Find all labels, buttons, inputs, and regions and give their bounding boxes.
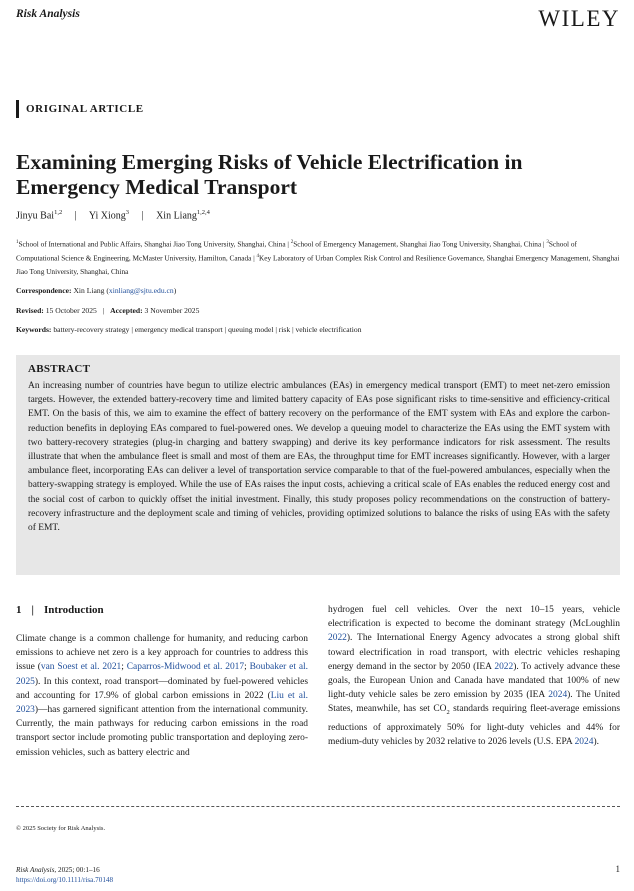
- article-title: Examining Emerging Risks of Vehicle Electrification in Emergency Medical Transport: [16, 150, 523, 199]
- citation-link[interactable]: Liu et al. 2023: [16, 690, 308, 716]
- keyword: vehicle electrification: [295, 325, 362, 334]
- abstract-text: An increasing number of countries have begun to utilize electric ambulances (EAs) in emergency medical transport (EMT) to meet net-zero emission targets. However, the extended battery-recovery time and limited battery capacity of EAs pose significant risks to time-sensitive and efficiency-critical EMT. On the basis of this, we aim to examine the effect of battery recovery on the performance of the EMT system with EAs and explore the carbon-reduction benefits in deploying EAs compared to fuel-powered ones. We develop a queuing model to characterize the EAs using the EMT system with two battery-recovery strategies (plug-in charging and battery swapping) and derive its key performance indicators for risk assessment. The results illustrate that when the ambulance fleet is small and most of them are EAs, the throughput time for EMT increases significantly. However, with a larger ambulance fleet, incorporating EAs can deliver a level of transportation service comparable to that of the fuel-powered ambulances, especially when the battery-swapping strategy is employed. While the use of EAs raises the input costs, achieving a critical scale of EAs enables the reduced energy cost and the social cost of carbon to quickly offset the initial investment. Finally, this study proposes policy recommendations on the construction of battery-recovery infrastructure and the deployment scale and timing of vehicles, providing optimized solutions to balance the risks of using EAs with the safety of EMT.: [28, 381, 610, 534]
- paragraph-text: ;: [121, 662, 127, 673]
- section-number: 1: [16, 604, 22, 616]
- footer-divider: [16, 806, 620, 807]
- section-heading-introduction: [16, 604, 104, 616]
- abstract-heading: ABSTRACT: [28, 363, 91, 375]
- affiliations: $^1$School of International and Public Affairs, Shanghai Jiao Tong University, Shanghai, China | $^2$School of Emergency Management, Shanghai Jiao Tong University, Shanghai, China | $^3$School of Computational Science & Engineering, McMaster University, Hamilton, Canada | $^4$Key Laboratory of Urban Complex Risk Control and Resilience Governance, Shanghai Emergency Management, Shanghai Jiao Tong University, Shanghai, China: [16, 239, 620, 276]
- citation-link[interactable]: 2024: [548, 690, 568, 701]
- citation-link[interactable]: van Soest et al. 2021: [40, 662, 122, 673]
- journal-name: Risk Analysis: [16, 8, 80, 20]
- author-affiliation-marker: 1,2: [54, 209, 63, 216]
- keyword: battery-recovery strategy: [53, 325, 130, 334]
- keywords-label: Keywords:: [16, 325, 52, 334]
- author-list: [16, 209, 210, 221]
- citation-link[interactable]: 2022: [494, 661, 514, 672]
- citation-link[interactable]: Boubaker et al. 2025: [16, 662, 309, 687]
- revised-date: 15 October 2025: [45, 306, 97, 315]
- doi-link[interactable]: https://doi.org/10.1111/risa.70148: [16, 876, 114, 884]
- citation-link[interactable]: 2024: [574, 736, 594, 747]
- article-dates: Revised: 15 October 2025 | Accepted: 3 November 2025: [16, 306, 200, 315]
- affiliation-text: School of International and Public Affairs, Shanghai Jiao Tong University, Shanghai, China: [18, 239, 286, 249]
- citation-link[interactable]: 2022: [328, 633, 347, 644]
- section-separator: |: [31, 604, 34, 616]
- paragraph-text: standards requiring fleet-average emissions reductions of approximately 50% for light-duty vehicles and 44% for medium-duty vehicles by 2032 relative to 2026 levels (U.S. EPA: [328, 704, 620, 747]
- subscript-text: 2: [446, 709, 450, 717]
- citation-journal: Risk Analysis: [16, 866, 55, 874]
- paragraph-text: ). The United States, meanwhile, has set CO: [328, 690, 620, 715]
- publisher-logo: WILEY: [538, 6, 620, 31]
- author-name[interactable]: Xin Liang: [156, 210, 197, 222]
- page-number: 1: [615, 864, 620, 874]
- section-title: Introduction: [43, 604, 104, 616]
- keywords: Keywords: battery-recovery strategy | emergency medical transport | queuing model | risk | vehicle electrification: [16, 325, 362, 334]
- keyword: queuing model: [228, 325, 274, 334]
- affiliation-number: 2: [290, 240, 294, 245]
- paragraph-text: ). In this context, road transport—dominated by fuel-powered vehicles and accounting for 17.9% of global carbon emissions in 2022 (: [16, 676, 308, 701]
- paragraph-text: ;: [244, 662, 250, 673]
- keyword: emergency medical transport: [134, 325, 223, 334]
- citation-link[interactable]: Caparros-Midwood et al. 2017: [126, 662, 245, 673]
- author-affiliation-marker: 1,2,4: [196, 209, 210, 216]
- keyword: risk: [278, 325, 291, 334]
- affiliation-number: 3: [546, 240, 549, 245]
- author-separator: |: [141, 210, 144, 222]
- correspondence-name: Xin Liang: [73, 286, 105, 295]
- introduction-right-column: [328, 603, 620, 749]
- correspondence: Correspondence: Xin Liang (xinliang@sjtu.edu.cn): [16, 286, 177, 295]
- correspondence-email-link[interactable]: xinliang@sjtu.edu.cn: [108, 286, 174, 295]
- author-name[interactable]: Yi Xiong: [88, 210, 126, 222]
- copyright-notice: © 2025 Society for Risk Analysis.: [16, 825, 106, 832]
- correspondence-label: Correspondence:: [16, 286, 72, 295]
- revised-label: Revised:: [16, 306, 44, 315]
- author-separator: |: [74, 210, 77, 222]
- affiliation-text: School of Computational Science & Engineering, McMaster University, Hamilton, Canada: [16, 239, 577, 263]
- accepted-label: Accepted:: [110, 306, 143, 315]
- paragraph-text: ). To actively advance these goals, the European Union and Canada have mandated that 100% of new light-duty vehicle sales be zero emission by 2035 (IEA: [328, 661, 620, 701]
- article-type-label: ORIGINAL ARTICLE: [16, 100, 144, 118]
- affiliation-number: 1: [16, 240, 19, 245]
- paragraph-text: ). The International Energy Agency advocates a strong global shift toward electrification in road transport, with electric vehicles reshaping energy demand in the sector by 2050 (IEA: [328, 633, 620, 672]
- author-affiliation-marker: 3: [125, 209, 130, 216]
- introduction-left-column: [16, 632, 308, 760]
- citation-info: [16, 865, 113, 885]
- author-name[interactable]: Jinyu Bai: [16, 210, 55, 222]
- affiliation-text: School of Emergency Management, Shanghai Jiao Tong University, Shanghai, China: [293, 239, 542, 249]
- paragraph-text: ).: [593, 736, 599, 747]
- paragraph-text: Climate change is a common challenge for humanity, and reducing carbon emissions to achieve net zero is a key approach for countries to address this issue (: [16, 634, 308, 673]
- accepted-date: 3 November 2025: [144, 306, 200, 315]
- citation-details: , 2025; 00:1–16: [54, 866, 100, 874]
- affiliation-text: Key Laboratory of Urban Complex Risk Control and Resilience Governance, Shanghai Emergency Management, Shanghai Jiao Tong University, Shanghai, China: [16, 253, 620, 276]
- affiliation-number: 4: [256, 254, 260, 260]
- paragraph-text: )—has garnered significant attention from the international community. Currently, the main pathways for reducing carbon emissions in the road transport sector include promoting public transportation and deploying zero-emission vehicles, such as battery electric and: [16, 705, 308, 758]
- paragraph-text: hydrogen fuel cell vehicles. Over the next 10–15 years, vehicle electrification is expected to become the dominant strategy (McLoughlin: [328, 605, 620, 630]
